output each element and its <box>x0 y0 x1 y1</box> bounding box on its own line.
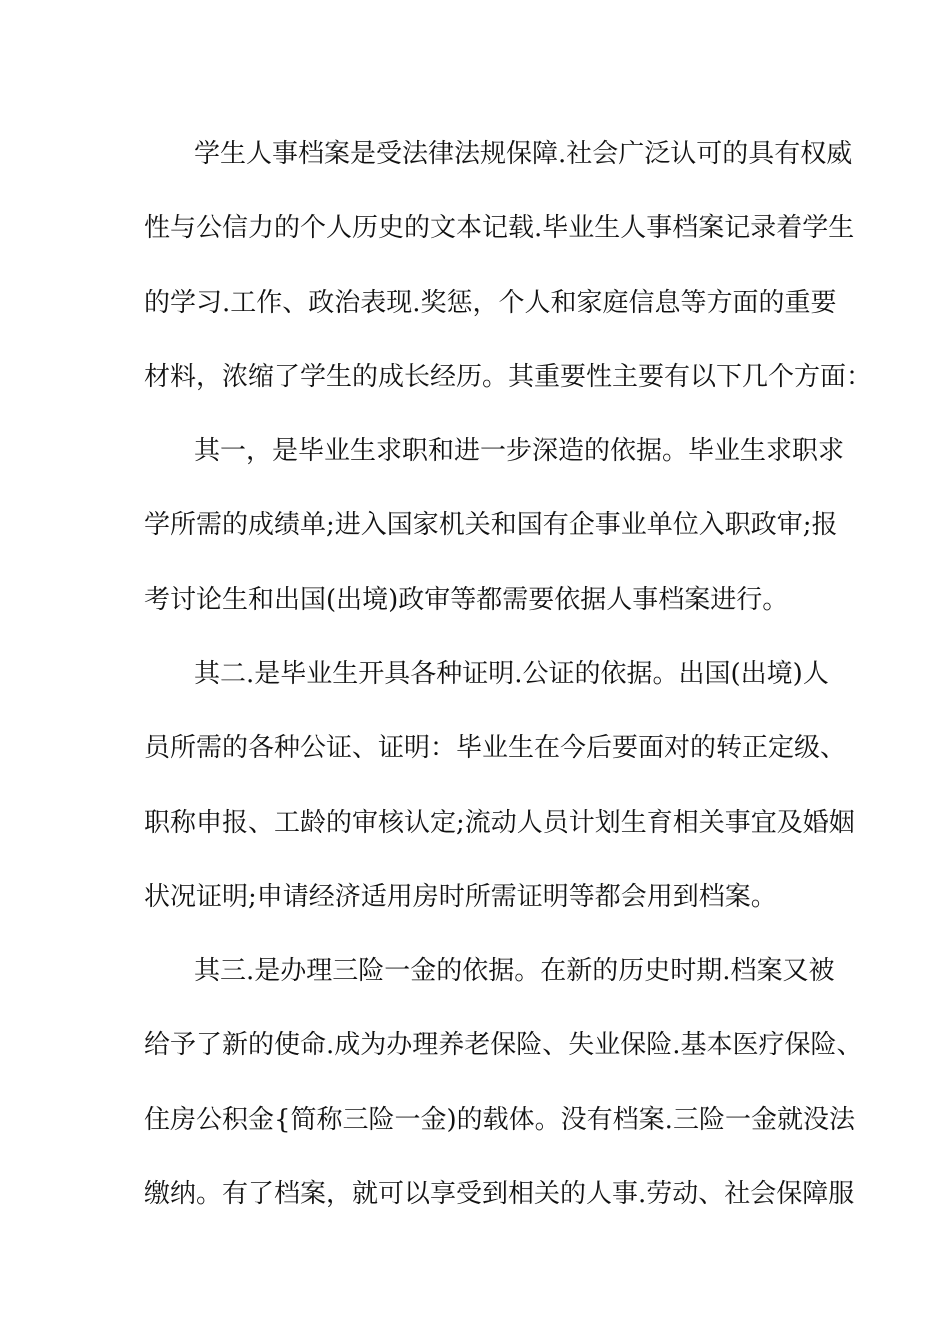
paragraph-4-line-1: 其三.是办理三险一金的依据。在新的历史时期.档案又被 <box>194 956 835 986</box>
paragraph-1-line-4: 材料，浓缩了学生的成长经历。其重要性主要有以下几个方面： <box>144 362 873 392</box>
paragraph-2-line-2: 学所需的成绩单;进入国家机关和国有企事业单位入职政审;报 <box>144 510 838 540</box>
paragraph-4-line-2: 给予了新的使命.成为办理养老保险、失业保险.基本医疗保险、 <box>144 1030 863 1060</box>
paragraph-1-line-1: 学生人事档案是受法律法规保障.社会广泛认可的具有权威 <box>194 139 853 169</box>
paragraph-4-line-4: 缴纳。有了档案，就可以享受到相关的人事.劳动、社会保障服 <box>144 1179 855 1209</box>
paragraph-2-line-1: 其一，是毕业生求职和进一步深造的依据。毕业生求职求 <box>194 436 845 466</box>
paragraph-4-line-3: 住房公积金{简称三险一金)的载体。没有档案.三险一金就没法 <box>144 1105 855 1135</box>
paragraph-2-line-3: 考讨论生和出国(出境)政审等都需要依据人事档案进行。 <box>144 585 789 615</box>
paragraph-3-line-3: 职称申报、工龄的审核认定;流动人员计划生育相关事宜及婚姻 <box>144 808 855 838</box>
paragraph-3-line-1: 其二.是毕业生开具各种证明.公证的依据。出国(出境)人 <box>194 659 829 689</box>
paragraph-3-line-2: 员所需的各种公证、证明：毕业生在今后要面对的转正定级、 <box>144 733 847 763</box>
paragraph-1-line-3: 的学习.工作、政治表现.奖惩，个人和家庭信息等方面的重要 <box>144 288 837 318</box>
paragraph-3-line-4: 状况证明;申请经济适用房时所需证明等都会用到档案。 <box>144 882 777 912</box>
paragraph-1-line-2: 性与公信力的个人历史的文本记载.毕业生人事档案记录着学生 <box>144 213 855 243</box>
